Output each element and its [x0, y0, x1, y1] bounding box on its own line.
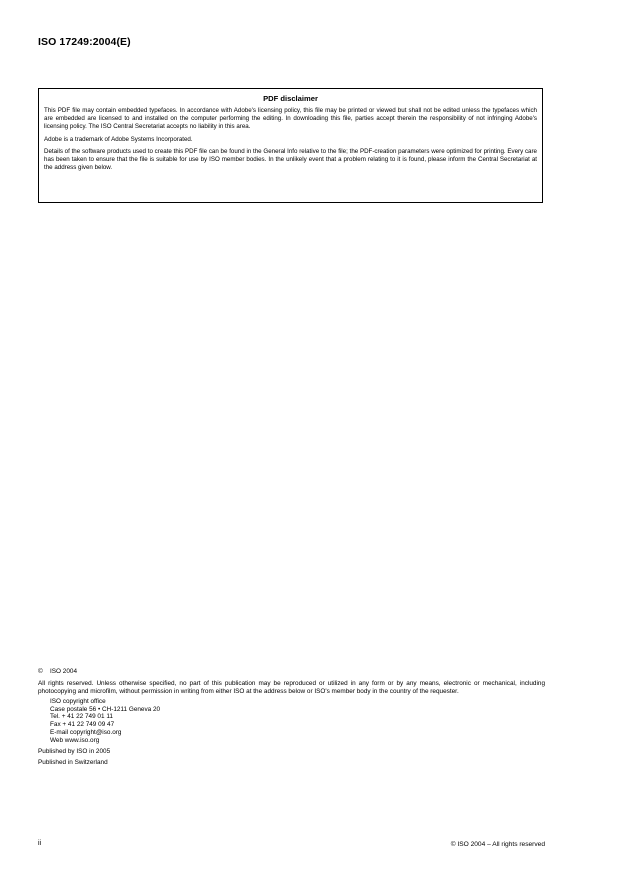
address-email: E-mail copyright@iso.org [50, 729, 122, 737]
page-number: ii [38, 840, 42, 847]
copyright-office-address [50, 698, 545, 745]
disclaimer-paragraph-trademark: Adobe is a trademark of Adobe Systems Incorporated. [44, 135, 193, 143]
copyright-symbol: © [38, 668, 43, 675]
copyright-line [38, 668, 545, 676]
address-fax: Fax + 41 22 749 09 47 [50, 721, 115, 729]
address-office: ISO copyright office [50, 697, 106, 705]
copyright-owner-year: ISO 2004 [50, 668, 78, 675]
published-in: Published in Switzerland [38, 759, 108, 767]
disclaimer-title: PDF disclaimer [263, 94, 318, 103]
disclaimer-paragraph-typefaces: This PDF file may contain embedded typefaces. In accordance with Adobe's licensing policy, this file may be printed or viewed but shall not be edited unless the typefaces which are embedded are licensed to and installed on the computer performing the editing. In downloading this file, parties accept therein the responsibility of not infringing Adobe's licensing policy. The ISO Central Secretariat accepts no liability in this area. [44, 107, 537, 131]
disclaimer-paragraph-software: Details of the software products used to create this PDF file can be found in the General Info relative to the file; the PDF-creation parameters were optimized for printing. Every care has been taken to ensure that the file is suitable for use by ISO member bodies. In the unlikely event that a problem relating to it is found, please inform the Central Secretariat at the address given below. [44, 147, 537, 172]
document-id-header: ISO 17249:2004(E) [38, 36, 131, 48]
address-postal: Case postale 56 • CH-1211 Geneva 20 [50, 705, 161, 713]
published-by: Published by ISO in 2005 [38, 748, 111, 756]
address-tel: Tel. + 41 22 749 01 11 [50, 713, 113, 721]
pdf-disclaimer-box [38, 88, 543, 203]
address-web: Web www.iso.org [50, 737, 100, 745]
rights-statement: All rights reserved. Unless otherwise specified, no part of this publication may be reproduced or utilized in any form or by any means, electronic or mechanical, including photocopying and microfilm, without permission in writing from either ISO at the address below or ISO's member body in the country of the requester. [38, 680, 545, 696]
copyright-block [38, 668, 545, 770]
footer-rights-notice: © ISO 2004 – All rights reserved [450, 841, 545, 848]
